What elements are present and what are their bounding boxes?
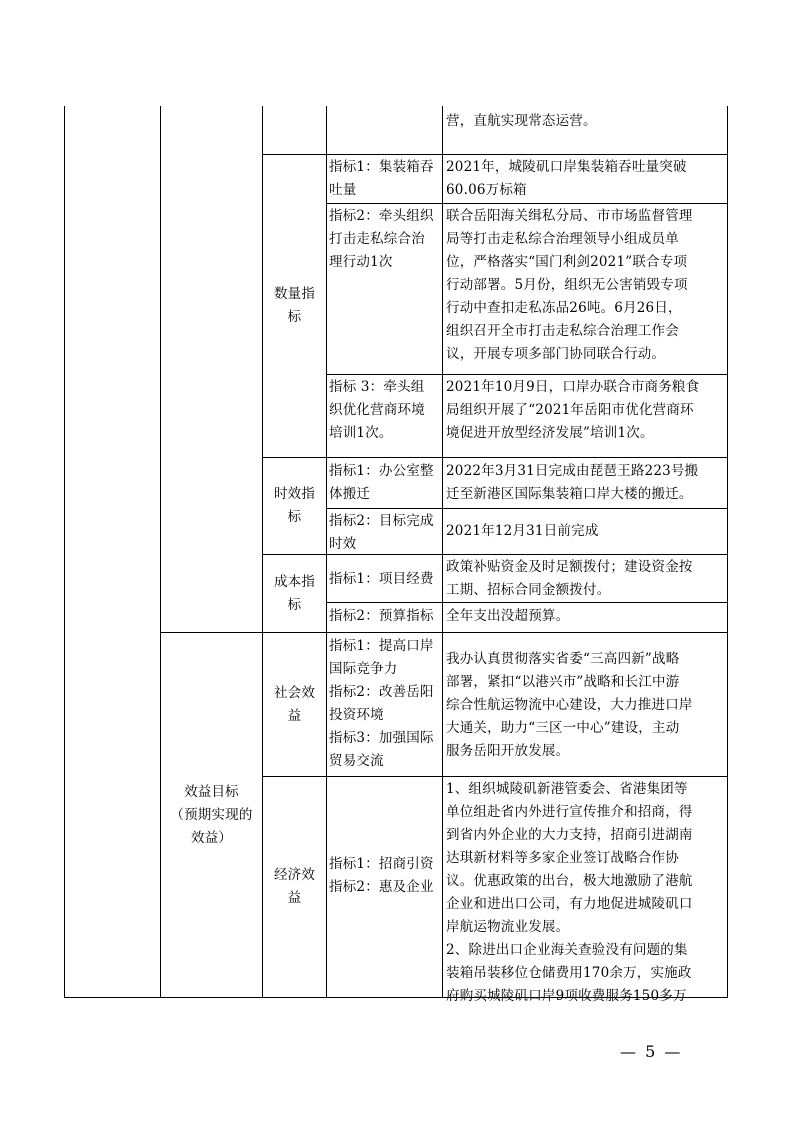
row-line-q2-bottom (326, 374, 728, 375)
economic-indicator: 指标1：招商引资 指标2：惠及企业 (329, 856, 434, 895)
quantity-content-3: 2021年10月9日，口岸办联合市商务粮食 局组织开展了“2021年岳阳市优化营商环 境促进开放型经济发展”培训1次。 (446, 379, 700, 441)
row-line-economic-top (262, 776, 728, 777)
row-line-q1-bottom (326, 203, 728, 204)
quantity-content-1: 2021年，城陵矶口岸集装箱吞吐量突破 60.06万标箱 (446, 159, 687, 198)
col-divider-3 (326, 106, 327, 998)
cost-content-2: 全年支出没超预算。 (446, 608, 570, 624)
quantity-content-2: 联合岳阳海关缉私分局、市市场监督管理 局等打击走私综合治理领导小组成员单 位，严格落实“国门利剑2021”联合专项 行动部署。5月份，组织无公害销毁专项 行动中查扣走私冻品26吨。6月26日， 组织召开全市打击走私综合治理工作会 议，开展专项多部门协同联合行动。 (446, 208, 693, 362)
row-line-c1-bottom (326, 602, 728, 603)
timeliness-label: 时效指 标 (273, 486, 316, 525)
economic-label: 经济效 益 (273, 867, 316, 906)
row-line-timeliness-top (262, 457, 728, 458)
timeliness-content-1: 2022年3月31日完成由琵琶王路223号搬 迁至新港区国际集装箱口岸大楼的搬迁。 (446, 463, 699, 502)
cost-indicator-2: 指标2：预算指标 (329, 608, 434, 624)
row-line-quantity-top (262, 154, 728, 155)
cost-content-1: 政策补贴资金及时足额拨付；建设资金按 工期、招标合同金额拨付。 (446, 559, 693, 598)
table-border-right (727, 106, 728, 998)
quantity-indicator-3: 指标 3：牵头组 织优化营商环境 培训1次。 (329, 379, 425, 441)
timeliness-content-2: 2021年12月31日前完成 (446, 523, 599, 539)
quantity-indicator-2: 指标2：牵头组织 打击走私综合治 理行动1次 (329, 208, 434, 270)
benefit-target-label: 效益目标 （预期实现的 效益） (170, 783, 253, 846)
economic-content: 1、组织城陵矶新港管委会、省港集团等 单位组赴省内外进行宣传推介和招商，得 到省内外企业的大力支持，招商引进湖南 达琪新材料等多家企业签订战略合作协 议。优惠政策的出台，极大地激励了港航 企业和进出口公司，有力地促进城陵矶口 岸航运物流业发展。 2、除进出口企业海关查验没有问题的集 装箱吊装移位仓储费用170余万，实施政 府购买城陵矶口岸9项收费服务150多万 (446, 781, 693, 1004)
social-label: 社会效 益 (273, 684, 316, 724)
quantity-indicator-1: 指标1：集装箱吞 吐量 (329, 159, 434, 198)
page-number: — 5 — (620, 1042, 683, 1061)
cost-label: 成本指 标 (273, 573, 316, 613)
cost-indicator-1: 指标1：项目经费 (329, 571, 434, 587)
row-line-t1-bottom (326, 508, 728, 509)
quantity-label: 数量指 标 (273, 286, 316, 325)
col-divider-4 (442, 106, 443, 998)
table-border-left (64, 106, 65, 998)
social-content: 我办认真贯彻落实省委“三高四新”战略 部署，紧扣“以港兴市”战略和长江中游 综合性航运物流中心建设，大力推进口岸 大通关，助力“三区一中心”建设，主动 服务岳阳开放发展。 (446, 651, 693, 759)
social-indicator: 指标1：提高口岸 国际竞争力 指标2：改善岳阳 投资环境 指标3：加强国际 贸易交流 (329, 638, 434, 769)
timeliness-indicator-2: 指标2：目标完成 时效 (329, 513, 434, 552)
intro-content: 营，直航实现常态运营。 (446, 113, 597, 129)
timeliness-indicator-1: 指标1：办公室整 体搬迁 (329, 463, 434, 502)
